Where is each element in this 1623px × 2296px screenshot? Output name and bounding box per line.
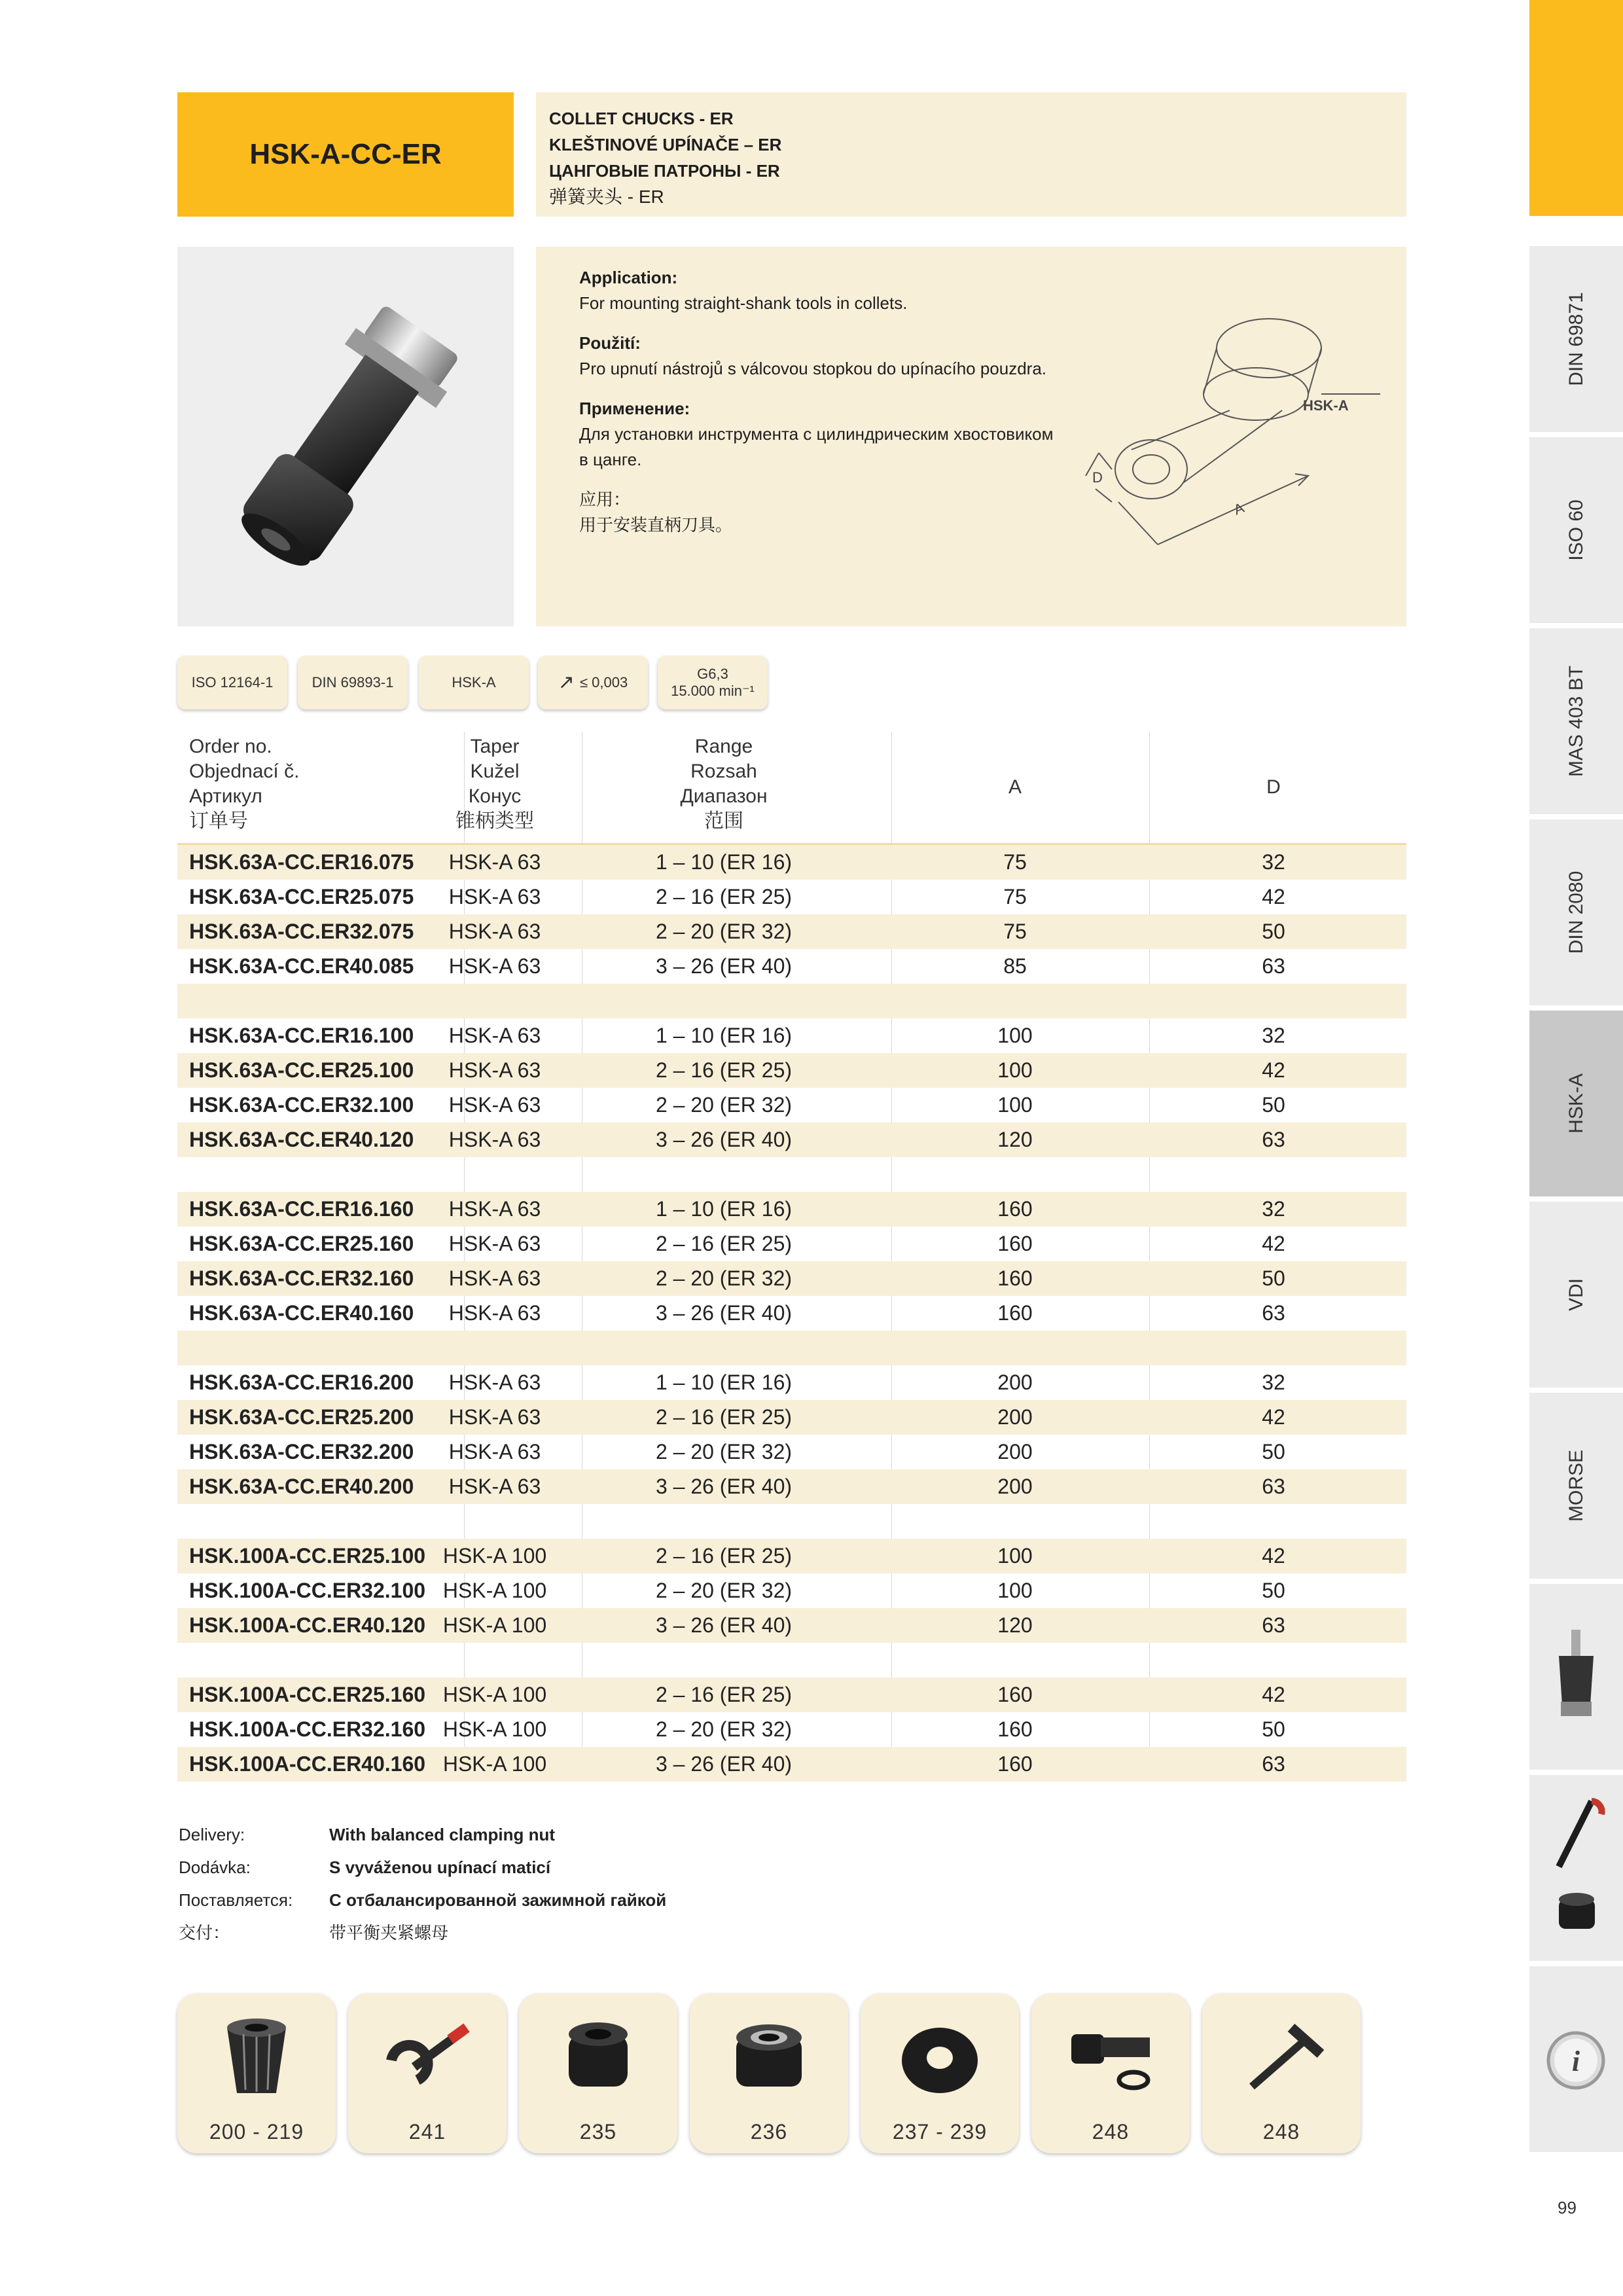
range-cell: 3 – 26 (ER 40) xyxy=(655,1301,793,1325)
table-row xyxy=(177,1053,1406,1088)
table-spacer-row xyxy=(177,1331,1406,1365)
taper-cell: HSK-A 63 xyxy=(448,1232,541,1255)
range-cell: 1 – 10 (ER 16) xyxy=(655,850,793,874)
table-row xyxy=(177,1122,1406,1157)
taper-cell: HSK-A 100 xyxy=(442,1579,547,1602)
taper-cell: HSK-A 63 xyxy=(448,1371,541,1394)
subtitle-panel xyxy=(536,92,1406,217)
page-number: 99 xyxy=(1558,2198,1577,2217)
taper-cell: HSK-A 63 xyxy=(448,920,541,943)
sidebar-tab-vdi[interactable] xyxy=(1529,1202,1623,1390)
sidebar-tab-label: MORSE xyxy=(1565,1449,1587,1522)
table-row xyxy=(177,914,1406,949)
taper-cell: HSK-A 63 xyxy=(448,954,541,978)
application-text-ru-2: в цанге. xyxy=(579,450,642,469)
order-no-cell: HSK.63A-CC.ER25.100 xyxy=(189,1058,414,1082)
order-no-cell: HSK.63A-CC.ER40.160 xyxy=(189,1301,414,1325)
product-photo xyxy=(177,247,514,626)
chip-din-label: DIN 69893-1 xyxy=(312,674,394,691)
delivery-row-ru xyxy=(179,1884,833,1916)
dimension-d-cell: 50 xyxy=(1262,1440,1285,1463)
chip-din-standard xyxy=(298,656,408,709)
range-cell: 2 – 16 (ER 25) xyxy=(655,885,793,908)
taper-cell: HSK-A 63 xyxy=(448,1128,541,1151)
accessory-card-disc-nut[interactable] xyxy=(861,1994,1019,2153)
range-cell: 2 – 16 (ER 25) xyxy=(655,1544,793,1568)
dimension-d-cell: 32 xyxy=(1262,850,1285,874)
table-row xyxy=(177,845,1406,880)
range-cell: 1 – 10 (ER 16) xyxy=(655,1024,793,1047)
ball-bearing-nut-icon xyxy=(720,2008,818,2106)
range-cell: 2 – 20 (ER 32) xyxy=(655,1440,793,1463)
sidebar-tab-iso-60[interactable] xyxy=(1529,437,1623,626)
taper-cell: HSK-A 63 xyxy=(448,1058,541,1082)
dimension-d-cell: 42 xyxy=(1262,1058,1285,1082)
dimension-a-cell: 200 xyxy=(997,1405,1033,1429)
dimension-a-cell: 200 xyxy=(997,1440,1033,1463)
taper-cell: HSK-A 63 xyxy=(448,1301,541,1325)
dimension-a-cell: 160 xyxy=(997,1197,1033,1221)
t-key-icon xyxy=(1232,2008,1330,2106)
page-title: HSK-A-CC-ER xyxy=(177,92,514,217)
disc-nut-icon xyxy=(891,2008,989,2106)
dimension-d-cell: 42 xyxy=(1262,1232,1285,1255)
chip-iso-label: ISO 12164-1 xyxy=(191,674,274,691)
chip-balance-grade: G6,3 xyxy=(697,666,728,682)
table-row xyxy=(177,1608,1406,1643)
range-cell: 3 – 26 (ER 40) xyxy=(655,1128,793,1151)
table-row xyxy=(177,1227,1406,1261)
collet-chuck-photo-icon xyxy=(177,247,514,626)
header-range-cn: 范围 xyxy=(704,810,743,832)
table-row xyxy=(177,1573,1406,1608)
order-no-cell: HSK.63A-CC.ER25.200 xyxy=(189,1405,414,1429)
sidebar-tab-din-69871[interactable] xyxy=(1529,246,1623,435)
header-order-cz: Objednací č. xyxy=(189,761,300,782)
header-a: A xyxy=(1008,776,1022,798)
accessory-page: 235 xyxy=(579,2120,617,2144)
dimension-a-cell: 100 xyxy=(997,1058,1033,1082)
chip-hsk-label: HSK-A xyxy=(452,674,496,691)
sidebar-tab-hsk-a[interactable] xyxy=(1529,1011,1623,1199)
sidebar-tab-label: HSK-A xyxy=(1565,1073,1587,1134)
table-row xyxy=(177,1018,1406,1053)
taper-cell: HSK-A 100 xyxy=(442,1683,547,1706)
sidebar-tab-label: MAS 403 BT xyxy=(1565,665,1587,778)
table-row xyxy=(177,1712,1406,1747)
application-text-cz: Pro upnutí nástrojů s válcovou stopkou do upínacího pouzdra. xyxy=(579,359,1047,378)
accessory-card-adapter[interactable] xyxy=(1031,1994,1190,2153)
accessory-page: 241 xyxy=(408,2120,446,2144)
application-text-en: For mounting straight-shank tools in collets. xyxy=(579,293,908,313)
dimension-a-cell: 100 xyxy=(997,1544,1033,1568)
delivery-value-cz: S vyváženou upínací maticí xyxy=(329,1857,551,1877)
subtitle-ru: ЦАНГОВЫЕ ПАТРОНЫ - ER xyxy=(549,161,780,181)
order-no-cell: HSK.63A-CC.ER25.160 xyxy=(189,1232,414,1255)
application-label-en: Application: xyxy=(579,268,678,287)
table-spacer-row xyxy=(177,1157,1406,1192)
taper-cell: HSK-A 63 xyxy=(448,885,541,908)
application-label-ru: Применение: xyxy=(579,399,690,418)
sidebar-tab-info[interactable] xyxy=(1529,1966,1623,2155)
order-no-cell: HSK.100A-CC.ER40.120 xyxy=(189,1613,426,1637)
subtitle-cz: KLEŠTINOVÉ UPÍNAČE – ER xyxy=(549,135,782,154)
delivery-value-cn: 带平衡夹紧螺母 xyxy=(329,1923,449,1943)
taper-cell: HSK-A 63 xyxy=(448,1266,541,1290)
header-range-ru: Диапазон xyxy=(680,785,768,807)
wrench-icon xyxy=(378,2008,476,2106)
application-label-cz: Použití: xyxy=(579,333,641,353)
header-taper xyxy=(429,732,560,843)
accessory-card-t-key[interactable] xyxy=(1202,1994,1361,2153)
diagram-label-d: D xyxy=(1092,469,1103,486)
taper-cell: HSK-A 63 xyxy=(448,1475,541,1498)
range-cell: 1 – 10 (ER 16) xyxy=(655,1197,793,1221)
dimension-d-cell: 63 xyxy=(1262,1752,1285,1776)
dimension-d-cell: 32 xyxy=(1262,1024,1285,1047)
chip-iso-standard xyxy=(177,656,287,709)
dimension-d-cell: 63 xyxy=(1262,1128,1285,1151)
dimension-d-cell: 63 xyxy=(1262,1613,1285,1637)
wrench-nut-icon xyxy=(1529,1775,1623,1964)
drill-chuck-icon xyxy=(1529,1584,1623,1772)
dimension-d-cell: 63 xyxy=(1262,1301,1285,1325)
table-row xyxy=(177,949,1406,984)
runout-arrow-icon: ↗ xyxy=(558,672,575,693)
adapter-icon xyxy=(1061,2008,1160,2106)
dimension-a-cell: 200 xyxy=(997,1371,1033,1394)
order-no-cell: HSK.63A-CC.ER40.120 xyxy=(189,1128,414,1151)
table-row xyxy=(177,1400,1406,1435)
application-text-cn: 用于安装直柄刀具。 xyxy=(579,515,733,535)
sidebar-accent xyxy=(1529,0,1623,216)
taper-cell: HSK-A 63 xyxy=(448,1440,541,1463)
table-row xyxy=(177,1539,1406,1573)
taper-cell: HSK-A 100 xyxy=(442,1544,547,1568)
delivery-row-cz xyxy=(179,1851,833,1884)
table-row xyxy=(177,1435,1406,1469)
range-cell: 2 – 20 (ER 32) xyxy=(655,1093,793,1117)
order-no-cell: HSK.63A-CC.ER16.075 xyxy=(189,850,414,874)
dimension-a-cell: 120 xyxy=(997,1128,1033,1151)
range-cell: 3 – 26 (ER 40) xyxy=(655,1613,793,1637)
table-row xyxy=(177,1365,1406,1400)
table-spacer-row xyxy=(177,1504,1406,1539)
info-icon xyxy=(1529,1966,1623,2155)
dimension-d-cell: 50 xyxy=(1262,1717,1285,1741)
sidebar-tab-din-2080[interactable] xyxy=(1529,819,1623,1008)
sidebar-tab-mas-403-bt[interactable] xyxy=(1529,628,1623,817)
collet-icon xyxy=(207,2008,306,2106)
accessory-card-clamping-nut[interactable] xyxy=(519,1994,677,2153)
range-cell: 2 – 20 (ER 32) xyxy=(655,1266,793,1290)
range-cell: 3 – 26 (ER 40) xyxy=(655,954,793,978)
table-spacer-row xyxy=(177,984,1406,1018)
technical-drawing-icon xyxy=(1073,286,1387,561)
order-no-cell: HSK.63A-CC.ER40.085 xyxy=(189,954,414,978)
order-no-cell: HSK.63A-CC.ER16.100 xyxy=(189,1024,414,1047)
chip-runout xyxy=(538,656,648,709)
chip-hsk xyxy=(419,656,529,709)
header-range-cz: Rozsah xyxy=(690,761,757,782)
range-cell: 2 – 16 (ER 25) xyxy=(655,1058,793,1082)
dimension-d-cell: 50 xyxy=(1262,1093,1285,1117)
table-row xyxy=(177,1192,1406,1227)
range-cell: 3 – 26 (ER 40) xyxy=(655,1475,793,1498)
taper-cell: HSK-A 100 xyxy=(442,1717,547,1741)
order-no-cell: HSK.100A-CC.ER25.160 xyxy=(189,1683,426,1706)
table-row xyxy=(177,1296,1406,1331)
delivery-row-cn xyxy=(179,1916,833,1949)
header-order xyxy=(189,732,451,843)
order-no-cell: HSK.63A-CC.ER16.160 xyxy=(189,1197,414,1221)
table-row xyxy=(177,1469,1406,1504)
dimension-d-cell: 63 xyxy=(1262,954,1285,978)
delivery-value-ru: С отбалансированной зажимной гайкой xyxy=(329,1890,667,1910)
accessory-page: 200 - 219 xyxy=(209,2120,304,2144)
accessory-card-wrench[interactable] xyxy=(348,1994,507,2153)
table-header xyxy=(177,732,1406,843)
subtitle-cn: 弹簧夹头 - ER xyxy=(549,187,664,207)
dimension-d-cell: 63 xyxy=(1262,1475,1285,1498)
header-range-en: Range xyxy=(694,736,753,757)
table-row xyxy=(177,880,1406,914)
order-no-cell: HSK.63A-CC.ER32.100 xyxy=(189,1093,414,1117)
chip-runout-label: ≤ 0,003 xyxy=(579,674,628,691)
dimension-a-cell: 100 xyxy=(997,1579,1033,1602)
dimension-d-cell: 32 xyxy=(1262,1197,1285,1221)
sidebar-tab-label: VDI xyxy=(1565,1278,1587,1312)
table-spacer-row xyxy=(177,1643,1406,1677)
taper-cell: HSK-A 63 xyxy=(448,1197,541,1221)
dimension-d-cell: 32 xyxy=(1262,1371,1285,1394)
header-order-en: Order no. xyxy=(189,736,272,757)
taper-cell: HSK-A 100 xyxy=(442,1752,547,1776)
application-label-cn: 应用： xyxy=(579,490,631,509)
dimension-a-cell: 160 xyxy=(997,1752,1033,1776)
range-cell: 2 – 16 (ER 25) xyxy=(655,1232,793,1255)
diagram-label-a: A xyxy=(1231,499,1247,518)
delivery-value-en: With balanced clamping nut xyxy=(329,1825,556,1844)
table-row xyxy=(177,1088,1406,1122)
sidebar-tab-accessories[interactable] xyxy=(1529,1775,1623,1964)
svg-text:i: i xyxy=(1571,2045,1580,2077)
sidebar-tab-label: ISO 60 xyxy=(1565,499,1587,561)
table-row xyxy=(177,1747,1406,1782)
sidebar-tab-drill-chuck[interactable] xyxy=(1529,1584,1623,1772)
header-d: D xyxy=(1266,776,1281,798)
delivery-row-en xyxy=(179,1818,833,1851)
order-no-cell: HSK.100A-CC.ER32.100 xyxy=(189,1579,426,1602)
range-cell: 2 – 20 (ER 32) xyxy=(655,920,793,943)
taper-cell: HSK-A 63 xyxy=(448,1405,541,1429)
dimension-a-cell: 100 xyxy=(997,1024,1033,1047)
delivery-label-ru: Поставляется: xyxy=(179,1890,293,1910)
order-no-cell: HSK.63A-CC.ER32.075 xyxy=(189,920,414,943)
accessory-page: 236 xyxy=(750,2120,788,2144)
dimension-d-cell: 42 xyxy=(1262,1405,1285,1429)
dimension-a-cell: 160 xyxy=(997,1301,1033,1325)
order-no-cell: HSK.100A-CC.ER40.160 xyxy=(189,1752,426,1776)
header-taper-ru: Конус xyxy=(468,785,522,807)
table-body xyxy=(177,845,1406,1782)
order-no-cell: HSK.100A-CC.ER25.100 xyxy=(189,1544,426,1568)
accessory-card-ball-bearing-nut[interactable] xyxy=(690,1994,848,2153)
table-row xyxy=(177,1261,1406,1296)
sidebar-tab-morse[interactable] xyxy=(1529,1393,1623,1581)
dimension-a-cell: 160 xyxy=(997,1683,1033,1706)
dimension-a-cell: 160 xyxy=(997,1232,1033,1255)
subtitle-en: COLLET CHUCKS - ER xyxy=(549,109,734,128)
order-no-cell: HSK.63A-CC.ER32.200 xyxy=(189,1440,414,1463)
header-order-ru: Артикул xyxy=(189,785,262,807)
dimension-a-cell: 85 xyxy=(1003,954,1027,978)
order-no-cell: HSK.63A-CC.ER32.160 xyxy=(189,1266,414,1290)
header-taper-cn: 锥柄类型 xyxy=(455,810,534,832)
sidebar-tab-label: DIN 2080 xyxy=(1565,870,1587,954)
header-order-cn: 订单号 xyxy=(189,810,248,832)
accessory-card-collets[interactable] xyxy=(177,1994,336,2153)
header-taper-en: Taper xyxy=(470,736,520,757)
taper-cell: HSK-A 100 xyxy=(442,1613,547,1637)
taper-cell: HSK-A 63 xyxy=(448,850,541,874)
accessory-page: 237 - 239 xyxy=(892,2120,988,2144)
dimension-d-cell: 50 xyxy=(1262,1579,1285,1602)
dimension-a-cell: 75 xyxy=(1003,850,1027,874)
dimension-d-cell: 50 xyxy=(1262,920,1285,943)
range-cell: 2 – 20 (ER 32) xyxy=(655,1579,793,1602)
dimension-a-cell: 200 xyxy=(997,1475,1033,1498)
range-cell: 1 – 10 (ER 16) xyxy=(655,1371,793,1394)
table-row xyxy=(177,1677,1406,1712)
order-no-cell: HSK.100A-CC.ER32.160 xyxy=(189,1717,426,1741)
order-no-cell: HSK.63A-CC.ER25.075 xyxy=(189,885,414,908)
sidebar-tab-label: DIN 69871 xyxy=(1565,292,1587,386)
dimension-d-cell: 42 xyxy=(1262,885,1285,908)
diagram-label-hsk: HSK-A xyxy=(1303,397,1349,414)
clamping-nut-icon xyxy=(549,2008,647,2106)
dimension-a-cell: 160 xyxy=(997,1717,1033,1741)
delivery-label-cz: Dodávka: xyxy=(179,1857,251,1877)
dimension-a-cell: 160 xyxy=(997,1266,1033,1290)
delivery-section xyxy=(179,1818,833,1949)
accessory-page: 248 xyxy=(1092,2120,1130,2144)
taper-cell: HSK-A 63 xyxy=(448,1093,541,1117)
header-range xyxy=(593,732,855,843)
chip-balance xyxy=(658,656,768,709)
dimension-d-cell: 50 xyxy=(1262,1266,1285,1290)
dimension-a-cell: 75 xyxy=(1003,920,1027,943)
delivery-label-cn: 交付： xyxy=(179,1923,230,1943)
dimension-d-cell: 42 xyxy=(1262,1544,1285,1568)
application-panel xyxy=(536,247,1406,626)
order-no-cell: HSK.63A-CC.ER40.200 xyxy=(189,1475,414,1498)
range-cell: 2 – 16 (ER 25) xyxy=(655,1683,793,1706)
dimension-a-cell: 100 xyxy=(997,1093,1033,1117)
range-cell: 3 – 26 (ER 40) xyxy=(655,1752,793,1776)
dimension-d-cell: 42 xyxy=(1262,1683,1285,1706)
range-cell: 2 – 16 (ER 25) xyxy=(655,1405,793,1429)
accessory-page: 248 xyxy=(1262,2120,1300,2144)
dimension-a-cell: 120 xyxy=(997,1613,1033,1637)
range-cell: 2 – 20 (ER 32) xyxy=(655,1717,793,1741)
chip-balance-speed: 15.000 min⁻¹ xyxy=(671,683,755,699)
application-text-ru: Для установки инструмента с цилиндрическим хвостовиком xyxy=(579,424,1054,444)
order-no-cell: HSK.63A-CC.ER16.200 xyxy=(189,1371,414,1394)
taper-cell: HSK-A 63 xyxy=(448,1024,541,1047)
header-taper-cz: Kužel xyxy=(470,761,520,782)
delivery-label-en: Delivery: xyxy=(179,1825,245,1844)
dimension-a-cell: 75 xyxy=(1003,885,1027,908)
